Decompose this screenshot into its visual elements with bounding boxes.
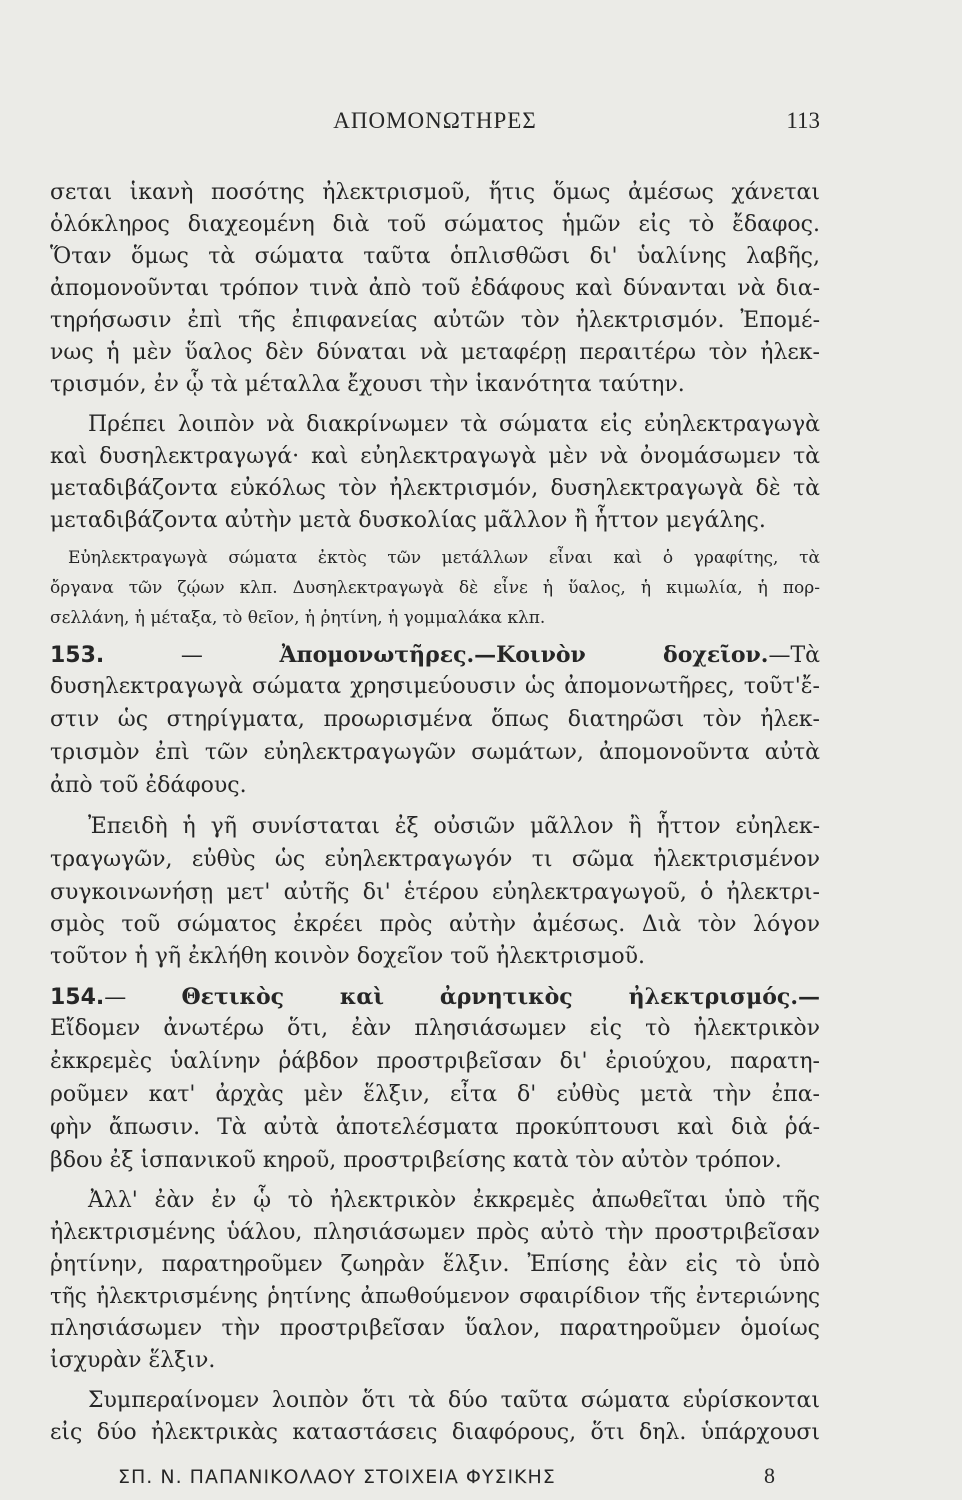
running-header xyxy=(50,108,820,148)
text-line: συγκοινωνήσῃ μετ' αὐτῆς δι' ἑτέρου εὐηλεκτραγωγοῦ, ὁ ἠλεκτρι- xyxy=(50,880,820,905)
header-title: ΑΠΟΜΟΝΩΤΗΡΕΣ xyxy=(333,108,537,133)
text-line: ἀπομονοῦνται τρόπον τινὰ ἀπὸ τοῦ ἐδάφους καὶ δύνανται νὰ δια- xyxy=(50,276,820,301)
text-line: ῥητίνην, παρατηροῦμεν ζωηρὰν ἕλξιν. Ἐπίσης ἐὰν εἰς τὸ ὑπὸ xyxy=(50,1252,820,1277)
text-line: νως ἡ μὲν ὕαλος δὲν δύναται νὰ μεταφέρῃ περαιτέρω τὸν ἠλεκ- xyxy=(50,340,820,365)
text-line: μεταδιβάζοντα αὐτὴν μετὰ δυσκολίας μᾶλλον ἢ ἧττον μεγάλης. xyxy=(50,508,766,533)
text-line: ἰσχυρὰν ἕλξιν. xyxy=(50,1348,216,1373)
section-number: 153. xyxy=(50,643,105,668)
text-line: ὁλόκληρος διαχεομένη διὰ τοῦ σώματος ἡμῶν εἰς τὸ ἔδαφος. xyxy=(50,212,820,237)
text-line: πλησιάσωμεν τὴν προστριβεῖσαν ὕαλον, παρατηροῦμεν ὁμοίως xyxy=(50,1316,820,1341)
section-number: 154. xyxy=(50,985,105,1010)
note-line: σελλάνη, ἡ μέταξα, τὸ θεῖον, ἡ ῥητίνη, ἡ γομμαλάκα κλπ. xyxy=(50,608,546,628)
note-line: Εὐηλεκτραγωγὰ σώματα ἐκτὸς τῶν μετάλλων εἶναι καὶ ὁ γραφίτης, τὰ xyxy=(68,548,820,568)
page-number: 113 xyxy=(786,108,820,133)
text-line: στιν ὡς στηρίγματα, προωρισμένα ὅπως διατηρῶσι τὸν ἠλεκ- xyxy=(50,707,820,732)
signature-line: ΣΠ. Ν. ΠΑΠΑΝΙΚΟΛΑΟΥ ΣΤΟΙΧΕΙΑ ΦΥΣΙΚΗΣ xyxy=(118,1466,556,1488)
text-line: ἀπὸ τοῦ ἐδάφους. xyxy=(50,773,247,798)
text-line: Εἴδομεν ἀνωτέρω ὅτι, ἐὰν πλησιάσωμεν εἰς τὸ ἠλεκτρικὸν xyxy=(50,1016,820,1041)
text-line: τοῦτον ἡ γῆ ἐκλήθη κοινὸν δοχεῖον τοῦ ἠλεκτρισμοῦ. xyxy=(50,944,645,969)
text-line: δυσηλεκτραγωγὰ σώματα χρησιμεύουσιν ὡς ἀπομονωτῆρες, τοῦτ'ἔ- xyxy=(50,674,820,699)
text-line: ροῦμεν κατ' ἀρχὰς μὲν ἕλξιν, εἶτα δ' εὐθὺς μετὰ τὴν ἐπα- xyxy=(50,1082,820,1107)
text-line: εἰς δύο ἠλεκτρικὰς καταστάσεις διαφόρους, ὅτι δηλ. ὑπάρχουσι xyxy=(50,1420,820,1445)
text-line: σεται ἱκανὴ ποσότης ἠλεκτρισμοῦ, ἥτις ὅμως ἀμέσως χάνεται xyxy=(50,180,820,205)
note-line: ὄργανα τῶν ζῴων κλπ. Δυσηλεκτραγωγὰ δὲ εἶνε ἡ ὕαλος, ἡ κιμωλία, ἡ πορ- xyxy=(50,578,820,598)
text-line: Ἐπειδὴ ἡ γῆ συνίσταται ἐξ οὐσιῶν μᾶλλον ἢ ἧττον εὐηλεκ- xyxy=(88,814,820,839)
text-line: ἠλεκτρισμένης ὑάλου, πλησιάσωμεν πρὸς αὐτὸ τὴν προστριβεῖσαν xyxy=(50,1220,820,1245)
text-line: φὴν ἄπωσιν. Τὰ αὐτὰ ἀποτελέσματα προκύπτουσι καὶ διὰ ῥά- xyxy=(50,1115,820,1140)
text-line: σμὸς τοῦ σώματος ἐκρέει πρὸς αὐτὴν ἀμέσως. Διὰ τὸν λόγον xyxy=(50,912,820,937)
text-line: μεταδιβάζοντα εὐκόλως τὸν ἠλεκτρισμόν, δυσηλεκτραγωγὰ δὲ τὰ xyxy=(50,476,820,501)
text-line: καὶ δυσηλεκτραγωγά· καὶ εὐηλεκτραγωγὰ μὲν νὰ ὀνομάσωμεν τὰ xyxy=(50,444,820,469)
text-line: Πρέπει λοιπὸν νὰ διακρίνωμεν τὰ σώματα εἰς εὐηλεκτραγωγὰ xyxy=(88,412,820,437)
text-line: βδου ἐξ ἱσπανικοῦ κηροῦ, προστριβείσης κατὰ τὸν αὐτὸν τρόπον. xyxy=(50,1148,782,1173)
sheet-number: 8 xyxy=(764,1463,775,1488)
section-title: Θετικὸς καὶ ἀρνητικὸς ἠλεκτρισμός.— xyxy=(181,984,820,1010)
section-title: Ἀπομονωτῆρες.—Κοινὸν δοχεῖον. xyxy=(279,642,769,668)
text-line: τρισμόν, ἐν ᾧ τὰ μέταλλα ἔχουσι τὴν ἱκανότητα ταύτην. xyxy=(50,372,685,397)
section-154-heading: 154.— Θετικὸς καὶ ἀρνητικὸς ἠλεκτρισμός.— xyxy=(50,984,820,1010)
text-line: Συμπεραίνομεν λοιπὸν ὅτι τὰ δύο ταῦτα σώματα εὑρίσκονται xyxy=(88,1388,820,1413)
text-line: τηρήσωσιν ἐπὶ τῆς ἐπιφανείας αὐτῶν τὸν ἠλεκτρισμόν. Ἐπομέ- xyxy=(50,308,820,333)
text-line: Ὅταν ὅμως τὰ σώματα ταῦτα ὁπλισθῶσι δι' ὑαλίνης λαβῆς, xyxy=(50,244,820,269)
text-line: τρισμὸν ἐπὶ τῶν εὐηλεκτραγωγῶν σωμάτων, ἀπομονοῦντα αὐτὰ xyxy=(50,740,820,765)
text-line: Ἀλλ' ἐὰν ἐν ᾧ τὸ ἠλεκτρικὸν ἐκκρεμὲς ἀπωθεῖται ὑπὸ τῆς xyxy=(88,1188,820,1213)
text-line: τῆς ἠλεκτρισμένης ῥητίνης ἀπωθούμενον σφαιρίδιον τῆς ἐντεριώνης xyxy=(50,1284,820,1309)
section-153-heading: 153. — Ἀπομονωτῆρες.—Κοινὸν δοχεῖον.—Τὰ xyxy=(50,642,820,668)
text-line: ἐκκρεμὲς ὑαλίνην ῥάβδον προστριβεῖσαν δι' ἐριούχου, παρατη- xyxy=(50,1049,820,1074)
text-line: τραγωγῶν, εὐθὺς ὡς εὐηλεκτραγωγόν τι σῶμα ἠλεκτρισμένον xyxy=(50,847,820,872)
